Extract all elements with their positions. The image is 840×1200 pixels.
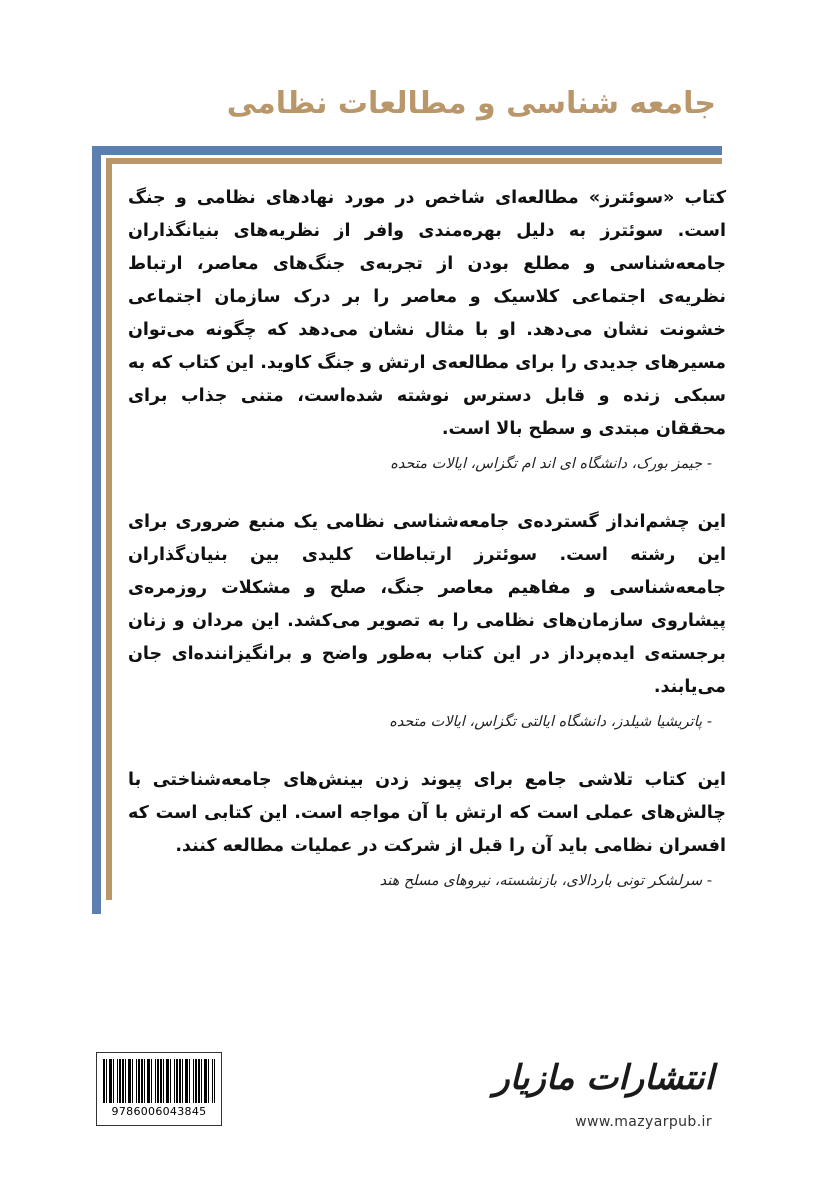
barcode-bars <box>103 1059 215 1103</box>
isbn-number: 9786006043845 <box>111 1105 207 1118</box>
review-attribution-3: - سرلشکر تونی باردالای، بازنشسته، نیروهای مسلح هند <box>379 873 712 889</box>
publisher-url: www.mazyarpub.ir <box>575 1114 712 1130</box>
isbn-barcode <box>96 1052 222 1126</box>
review-attribution-1: - جیمز بورک، دانشگاه ای اند ام تگزاس، ایالات متحده <box>390 456 712 472</box>
review-text-3: این کتاب تلاشی جامع برای پیوند زدن بینش‌های جامعه‌شناختی با چالش‌های عملی است که ارتش با آن مواجه است. این کتابی است که افسران نظامی باید آن را قبل از شرکت در عملیات مطالعه کنند. <box>128 770 726 856</box>
review-attribution-2: - پاتریشیا شیلدز، دانشگاه ایالتی تگزاس، ایالات متحده <box>389 714 712 730</box>
review-text-2: این چشم‌انداز گسترده‌ی جامعه‌شناسی نظامی یک منبع ضروری برای این رشته است. سوئترز ارتباطات کلیدی بین بنیان‌گذاران جامعه‌شناسی و مفاهیم معاصر جنگ، صلح و مشکلات روزمره‌ی پیشاروی سازمان‌های نظامی را به تصویر می‌کشد. این مردان و زنان برجسته‌ی ایده‌پرداز در این کتاب به‌طور واضح و برانگیزاننده‌ای جان می‌یابند. <box>128 512 726 697</box>
book-title: جامعه شناسی و مطالعات نظامی <box>226 86 716 121</box>
frame-tan-vertical <box>106 158 112 900</box>
blurb-content <box>128 182 726 923</box>
frame-blue-vertical <box>92 146 101 914</box>
frame-tan-horizontal <box>106 158 722 164</box>
publisher-logo: انتشارات مازیار <box>493 1058 714 1098</box>
frame-blue-horizontal <box>92 146 722 155</box>
review-text-1: کتاب «سوئترز» مطالعه‌ای شاخص در مورد نهادهای نظامی و جنگ است. سوئترز به دلیل بهره‌مندی وافر از نظریه‌های بنیانگذاران جامعه‌شناسی و مطلع بودن از تجربه‌ی جنگ‌های معاصر، ارتباط نظریه‌ی اجتماعی کلاسیک و معاصر را بر درک سازمان اجتماعی خشونت نشان می‌دهد. او با مثال نشان می‌دهد که چگونه می‌توان مسیرهای جدیدی را برای مطالعه‌ی ارتش و جنگ کاوید. این کتاب که به سبکی زنده و قابل دسترس نوشته شده‌است، متنی جذاب برای محققان مبتدی و سطح بالا است. <box>128 188 726 439</box>
